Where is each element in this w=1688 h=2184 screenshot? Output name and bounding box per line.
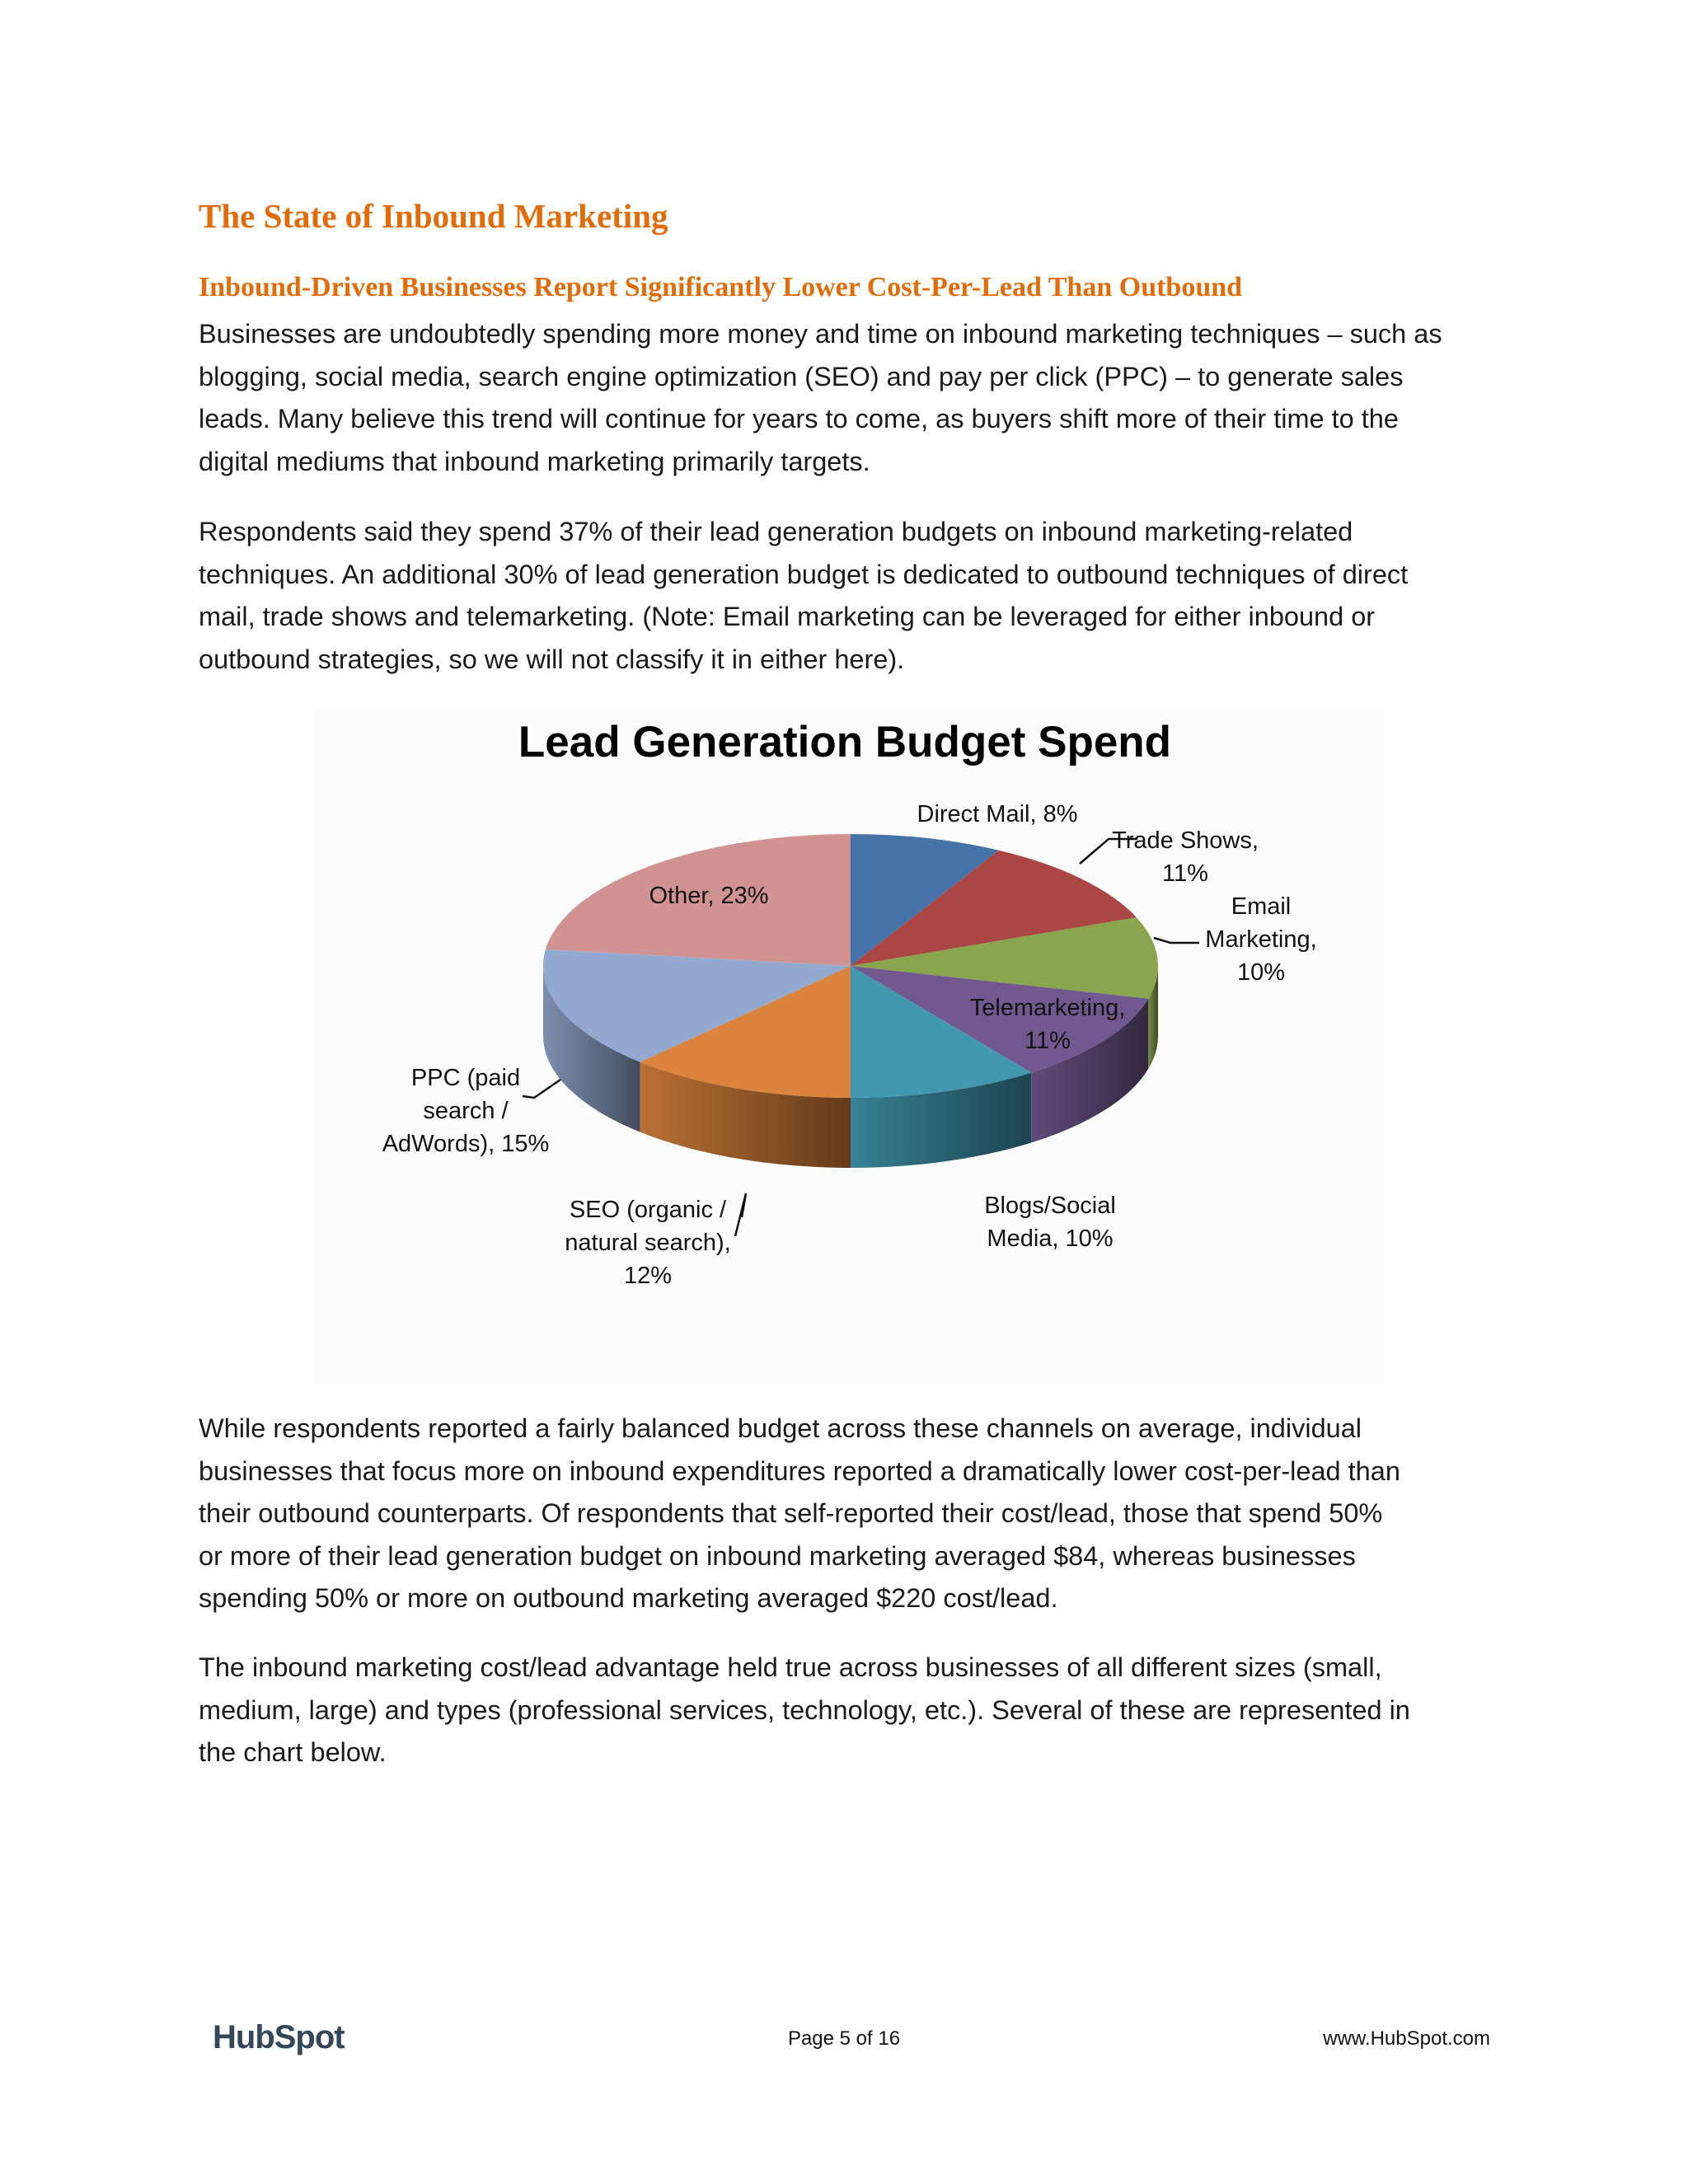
page-number: Page 5 of 16 (787, 2027, 901, 2050)
paragraph-line: their outbound counterparts. Of respondents that self-reported their cost/lead, those that spend 50% (199, 1498, 1383, 1528)
leader-line-ppc-paid-search-adwords (523, 1080, 560, 1098)
paragraph-1 (199, 313, 1501, 483)
pie-label-line: AdWords), 15% (382, 1131, 550, 1157)
paragraph-4 (199, 1647, 1501, 1774)
pie-label-line: search / (423, 1098, 509, 1124)
pie-label-line: 10% (1236, 959, 1286, 986)
pie-label-line: Marketing, (1205, 926, 1317, 953)
pie-label-seo-organic-natural-search (565, 1197, 731, 1289)
hubspot-logo-text: HubSpot (213, 2019, 345, 2055)
pie-chart (313, 709, 1385, 1385)
leader-line-seo-organic-natural-search (735, 1193, 746, 1236)
pie-label-blogs-social-media (984, 1193, 1116, 1252)
paragraph-line: digital mediums that inbound marketing primarily targets. (199, 446, 870, 476)
footer-url-link[interactable]: www.HubSpot.com (1323, 2027, 1490, 2050)
paragraph-line: medium, large) and types (professional services, technology, etc.). Several of these are represented in (199, 1694, 1410, 1725)
pie-label-line: 11% (1025, 1028, 1071, 1054)
paragraph-line: Respondents said they spend 37% of their lead generation budgets on inbound marketing-related (199, 517, 1353, 546)
paragraph-line: mail, trade shows and telemarketing. (Note: Email marketing can be leveraged for either inbound or (199, 602, 1376, 631)
pie-label-line: Blogs/Social (984, 1193, 1116, 1219)
paragraph-line: outbound strategies, so we will not classify it in either here). (199, 644, 905, 674)
pie-label-direct-mail (917, 801, 1078, 827)
paragraph-line: or more of their lead generation budget on inbound marketing averaged $84, whereas businesses (199, 1540, 1356, 1571)
pie-label-line: PPC (paid (410, 1065, 521, 1091)
pie-label-line: SEO (organic / (569, 1197, 727, 1223)
pie-label-line: Email (1231, 893, 1292, 920)
chart-title: Lead Generation Budget Spend (518, 718, 1172, 766)
paragraph-line: businesses that focus more on inbound expenditures reported a dramatically lower cost-per-lead than (199, 1455, 1400, 1486)
paragraph-line: techniques. An additional 30% of lead generation budget is dedicated to outbound techniques of direct (199, 559, 1409, 589)
pie-tops (543, 834, 1158, 1098)
paragraph-line: blogging, social media, search engine optimization (SEO) and pay per click (PPC) – to generate sales (199, 361, 1404, 391)
paragraph-line: the chart below. (199, 1737, 387, 1767)
pie-label-trade-shows (1112, 827, 1259, 887)
paragraph-2 (199, 511, 1501, 681)
paragraph-line: leads. Many believe this trend will continue for years to come, as buyers shift more of their time to the (199, 404, 1399, 434)
paragraph-line: spending 50% or more on outbound marketing averaged $220 cost/lead. (199, 1583, 1058, 1613)
page-title: The State of Inbound Marketing (199, 197, 668, 235)
pie-label-line: 11% (1162, 860, 1208, 887)
section-heading: Inbound-Driven Businesses Report Significantly Lower Cost-Per-Lead Than Outbound (199, 272, 1243, 302)
pie-chart-svg (313, 709, 1385, 1385)
paragraph-3 (199, 1408, 1501, 1620)
paragraph-line: While respondents reported a fairly balanced budget across these channels on average, individual (199, 1413, 1362, 1443)
pie-label-line: Direct Mail, 8% (917, 801, 1078, 827)
pie-label-ppc-paid-search-adwords (382, 1065, 550, 1157)
pie-label-line: Telemarketing, (969, 995, 1126, 1021)
pie-label-email-marketing (1205, 893, 1316, 986)
pie-label-line: Other, 23% (649, 883, 769, 909)
paragraph-line: Businesses are undoubtedly spending more money and time on inbound marketing techniques – such as (199, 319, 1442, 349)
paragraph-line: The inbound marketing cost/lead advantage held true across businesses of all different sizes (small, (199, 1652, 1382, 1682)
pie-label-line: Media, 10% (987, 1226, 1114, 1252)
pie-label-other (649, 883, 768, 909)
pie-label-line: Trade Shows, (1112, 827, 1259, 854)
pie-label-line: 12% (623, 1263, 673, 1289)
leader-line-email-marketing (1154, 938, 1199, 943)
pie-label-line: natural search), (565, 1230, 731, 1256)
